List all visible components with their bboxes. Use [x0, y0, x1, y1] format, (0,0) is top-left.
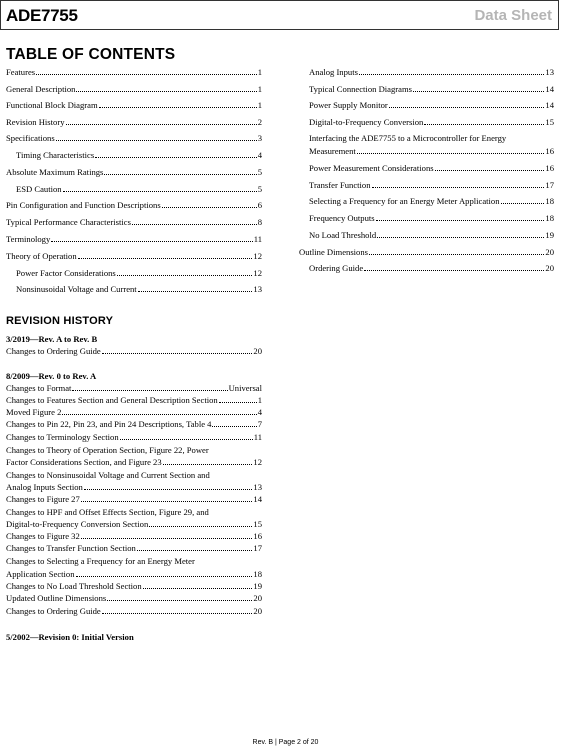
- toc-entry-page: 15: [545, 117, 554, 127]
- revision-entry-page: 20: [253, 346, 262, 356]
- revision-entry: [6, 432, 262, 443]
- toc-entry-label: Revision History: [6, 117, 65, 127]
- leader-dots: [219, 402, 257, 403]
- toc-entry[interactable]: [309, 230, 554, 241]
- leader-dots: [63, 191, 257, 192]
- leader-dots: [369, 254, 544, 255]
- toc-entry-page: 2: [257, 117, 262, 127]
- toc-entry-label: Timing Characteristics: [16, 150, 95, 160]
- revision-entry-page: Universal: [228, 383, 262, 393]
- toc-entry-page: 18: [545, 196, 554, 206]
- leader-dots: [413, 91, 544, 92]
- toc-entry[interactable]: [6, 200, 262, 211]
- revision-entry-page: 16: [253, 531, 262, 541]
- toc-entry-page: 19: [545, 230, 554, 240]
- revision-entry-page: 1: [257, 395, 262, 405]
- revision-entry: [6, 606, 262, 617]
- revision-entry-page: 13: [253, 482, 262, 492]
- revision-entry-label: Changes to Terminology Section: [6, 432, 119, 442]
- toc-entry-label: Ordering Guide: [309, 263, 364, 273]
- toc-entry-label: Features: [6, 67, 36, 77]
- toc-entry-page: 5: [257, 167, 262, 177]
- toc-entry[interactable]: [309, 163, 554, 174]
- leader-dots: [501, 203, 545, 204]
- leader-dots: [143, 588, 253, 589]
- toc-entry-page: 13: [253, 284, 262, 294]
- revision-entry-label: Changes to No Load Threshold Section: [6, 581, 142, 591]
- toc-entry[interactable]: [309, 100, 554, 111]
- leader-dots: [372, 187, 545, 188]
- revision-entry-page: 11: [253, 432, 262, 442]
- revision-heading: 5/2002—Revision 0: Initial Version: [6, 632, 134, 642]
- revision-entry: [6, 569, 262, 580]
- revision-entry-label: Digital-to-Frequency Conversion Section: [6, 519, 149, 529]
- document-type: Data Sheet: [474, 7, 552, 24]
- toc-entry[interactable]: [16, 184, 262, 195]
- revision-entry-page: 18: [253, 569, 262, 579]
- toc-entry-page: 3: [257, 133, 262, 143]
- leader-dots: [72, 390, 227, 391]
- page-header: [0, 0, 559, 30]
- leader-dots: [81, 538, 253, 539]
- toc-entry-label: Pin Configuration and Function Descriptions: [6, 200, 161, 210]
- toc-entry-label-line1[interactable]: Interfacing the ADE7755 to a Microcontroller for Energy: [309, 133, 507, 143]
- revision-entry: [6, 383, 262, 394]
- revision-entry: [6, 419, 262, 430]
- revision-entry: [6, 593, 262, 604]
- revision-entry-page: 4: [257, 407, 262, 417]
- toc-entry-page: 6: [257, 200, 262, 210]
- revision-entry-label: Changes to Figure 32: [6, 531, 80, 541]
- toc-entry[interactable]: [6, 234, 262, 245]
- revision-heading: 3/2019—Rev. A to Rev. B: [6, 334, 98, 344]
- revision-entry-page: 20: [253, 606, 262, 616]
- leader-dots: [376, 220, 545, 221]
- toc-entry-page: 20: [545, 247, 554, 257]
- revision-entry-page: 12: [253, 457, 262, 467]
- toc-entry-label: Nonsinusoidal Voltage and Current: [16, 284, 137, 294]
- revision-entry-page: 19: [253, 581, 262, 591]
- toc-entry-page: 11: [253, 234, 262, 244]
- leader-dots: [102, 613, 253, 614]
- leader-dots: [138, 291, 253, 292]
- toc-entry[interactable]: [309, 84, 554, 95]
- revision-entry-label-line1: Changes to HPF and Offset Effects Section, Figure 29, and: [6, 507, 209, 517]
- toc-entry-page: 14: [545, 84, 554, 94]
- toc-entry[interactable]: [6, 67, 262, 78]
- toc-entry-page: 1: [257, 84, 262, 94]
- leader-dots: [66, 124, 257, 125]
- revision-entry-label: Changes to Pin 22, Pin 23, and Pin 24 Descriptions, Table 4: [6, 419, 212, 429]
- toc-entry-label: Transfer Function: [309, 180, 371, 190]
- revision-entry: [6, 407, 262, 418]
- leader-dots: [132, 224, 257, 225]
- toc-entry[interactable]: [309, 67, 554, 78]
- revision-entry: [6, 395, 262, 406]
- leader-dots: [78, 258, 253, 259]
- toc-entry-label: Analog Inputs: [309, 67, 358, 77]
- toc-entry-label: Power Supply Monitor: [309, 100, 388, 110]
- toc-entry-page: 16: [545, 146, 554, 156]
- product-name: ADE7755: [6, 6, 78, 25]
- leader-dots: [163, 464, 253, 465]
- leader-dots: [364, 270, 544, 271]
- toc-entry-label: Outline Dimensions: [299, 247, 368, 257]
- toc-entry-page: 13: [545, 67, 554, 77]
- revision-entry: [6, 494, 262, 505]
- toc-entry[interactable]: [309, 263, 554, 274]
- leader-dots: [162, 207, 257, 208]
- revision-entry: [6, 482, 262, 493]
- toc-entry[interactable]: [6, 117, 262, 128]
- page-footer: Rev. B | Page 2 of 20: [252, 739, 319, 746]
- toc-entry[interactable]: [6, 217, 262, 228]
- toc-entry-label: Specifications: [6, 133, 55, 143]
- leader-dots: [120, 439, 253, 440]
- leader-dots: [107, 600, 252, 601]
- toc-entry-page: 16: [545, 163, 554, 173]
- toc-entry-page: 12: [253, 268, 262, 278]
- toc-entry-page: 8: [257, 217, 262, 227]
- leader-dots: [51, 241, 252, 242]
- revision-entry-label: Changes to Transfer Function Section: [6, 543, 136, 553]
- revision-entry-label-line1: Changes to Nonsinusoidal Voltage and Current Section and: [6, 470, 210, 480]
- revision-entry-page: 17: [253, 543, 262, 553]
- leader-dots: [102, 353, 253, 354]
- leader-dots: [84, 489, 253, 490]
- toc-entry-page: 14: [545, 100, 554, 110]
- revision-entry-page: 14: [253, 494, 262, 504]
- toc-title: TABLE OF CONTENTS: [6, 46, 176, 63]
- toc-entry[interactable]: [309, 196, 554, 207]
- toc-entry[interactable]: [6, 100, 262, 111]
- toc-entry-page: 20: [545, 263, 554, 273]
- leader-dots: [357, 153, 545, 154]
- toc-entry[interactable]: [309, 180, 554, 191]
- revision-entry: [6, 519, 262, 530]
- revision-history-title: REVISION HISTORY: [6, 315, 114, 327]
- revision-entry-label: Moved Figure 2: [6, 407, 62, 417]
- leader-dots: [76, 91, 256, 92]
- revision-entry: [6, 531, 262, 542]
- toc-entry-label: Typical Connection Diagrams: [309, 84, 412, 94]
- leader-dots: [389, 107, 545, 108]
- revision-entry-page: 15: [253, 519, 262, 529]
- toc-entry-label: Power Factor Considerations: [16, 268, 116, 278]
- toc-entry-label: No Load Threshold: [309, 230, 377, 240]
- revision-entry-label: Updated Outline Dimensions: [6, 593, 107, 603]
- leader-dots: [62, 414, 256, 415]
- toc-entry-label: General Description: [6, 84, 76, 94]
- toc-entry[interactable]: [309, 117, 554, 128]
- revision-entry-label: Changes to Features Section and General Description Section: [6, 395, 218, 405]
- revision-entry-label: Changes to Ordering Guide: [6, 346, 101, 356]
- toc-entry[interactable]: [6, 84, 262, 95]
- revision-entry-label: Changes to Figure 27: [6, 494, 80, 504]
- revision-entry: [6, 543, 262, 554]
- toc-entry-label: Digital-to-Frequency Conversion: [309, 117, 424, 127]
- leader-dots: [95, 157, 256, 158]
- toc-entry-label: ESD Caution: [16, 184, 62, 194]
- revision-entry-label: Changes to Format: [6, 383, 72, 393]
- toc-entry-label: Selecting a Frequency for an Energy Meter Application: [309, 196, 500, 206]
- leader-dots: [149, 526, 252, 527]
- revision-heading: 8/2009—Rev. 0 to Rev. A: [6, 371, 97, 381]
- toc-entry-page: 1: [257, 67, 262, 77]
- toc-entry[interactable]: [309, 213, 554, 224]
- toc-entry-label: Terminology: [6, 234, 51, 244]
- leader-dots: [99, 107, 257, 108]
- revision-entry-label: Factor Considerations Section, and Figure 23: [6, 457, 162, 467]
- toc-entry-page: 5: [257, 184, 262, 194]
- leader-dots: [377, 237, 544, 238]
- revision-entry: [6, 581, 262, 592]
- leader-dots: [435, 170, 545, 171]
- leader-dots: [76, 576, 253, 577]
- revision-entry-page: 20: [253, 593, 262, 603]
- toc-entry-label: Functional Block Diagram: [6, 100, 98, 110]
- toc-entry-page: 12: [253, 251, 262, 261]
- toc-entry-label: Frequency Outputs: [309, 213, 375, 223]
- toc-entry[interactable]: [299, 247, 554, 258]
- leader-dots: [424, 124, 544, 125]
- revision-entry: [6, 346, 262, 357]
- toc-entry-label: Power Measurement Considerations: [309, 163, 434, 173]
- toc-entry[interactable]: [16, 150, 262, 161]
- revision-entry-label: Application Section: [6, 569, 75, 579]
- revision-entry-label-line1: Changes to Theory of Operation Section, Figure 22, Power: [6, 445, 209, 455]
- toc-entry[interactable]: [309, 146, 554, 157]
- revision-entry-page: 7: [257, 419, 262, 429]
- toc-entry-label: Typical Performance Characteristics: [6, 217, 131, 227]
- toc-entry-label: Absolute Maximum Ratings: [6, 167, 104, 177]
- toc-entry[interactable]: [6, 251, 262, 262]
- leader-dots: [359, 74, 544, 75]
- toc-entry[interactable]: [16, 284, 262, 295]
- revision-entry-label: Changes to Ordering Guide: [6, 606, 101, 616]
- leader-dots: [117, 275, 253, 276]
- leader-dots: [36, 74, 257, 75]
- toc-entry-page: 4: [257, 150, 262, 160]
- toc-entry-label: Measurement: [309, 146, 356, 156]
- leader-dots: [81, 501, 253, 502]
- toc-entry-label: Theory of Operation: [6, 251, 77, 261]
- leader-dots: [104, 174, 256, 175]
- toc-entry[interactable]: [16, 268, 262, 279]
- toc-entry-page: 1: [257, 100, 262, 110]
- revision-entry-label-line1: Changes to Selecting a Frequency for an Energy Meter: [6, 556, 195, 566]
- leader-dots: [212, 426, 256, 427]
- revision-entry: [6, 457, 262, 468]
- toc-entry[interactable]: [6, 167, 262, 178]
- revision-entry-label: Analog Inputs Section: [6, 482, 83, 492]
- leader-dots: [137, 550, 253, 551]
- toc-entry-page: 17: [545, 180, 554, 190]
- toc-entry[interactable]: [6, 133, 262, 144]
- toc-entry-page: 18: [545, 213, 554, 223]
- leader-dots: [56, 140, 257, 141]
